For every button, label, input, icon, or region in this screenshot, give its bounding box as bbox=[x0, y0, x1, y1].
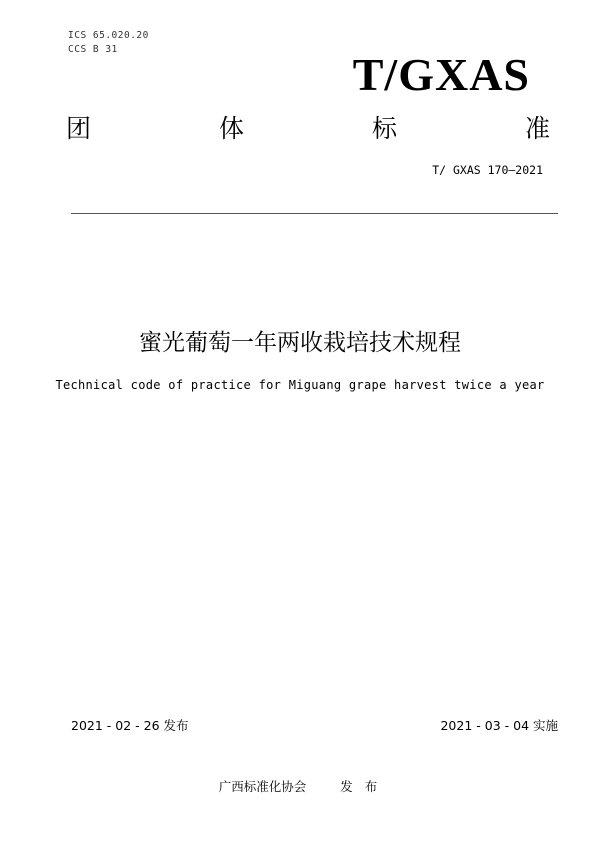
issue-label: 发 布 bbox=[340, 779, 382, 794]
standard-type-char: 体 bbox=[218, 114, 244, 143]
issuer-line bbox=[0, 777, 600, 795]
ics-code: ICS 65.020.20 bbox=[68, 30, 149, 41]
standard-number: T/ GXAS 170—2021 bbox=[432, 163, 543, 177]
title-chinese: 蜜光葡萄一年两收栽培技术规程 bbox=[139, 330, 461, 356]
implement-date: 2021 - 03 - 04 实施 bbox=[440, 718, 558, 733]
standard-type-char: 准 bbox=[524, 114, 550, 143]
publish-date: 2021 - 02 - 26 发布 bbox=[71, 718, 189, 733]
issuer-organization: 广西标准化协会 bbox=[218, 779, 307, 794]
standard-type bbox=[66, 113, 550, 145]
ccs-code: CCS B 31 bbox=[68, 44, 118, 55]
standard-type-char: 团 bbox=[66, 114, 92, 143]
standard-type-char: 标 bbox=[371, 114, 397, 143]
organization-code: T/GXAS bbox=[352, 49, 530, 100]
header-divider bbox=[71, 213, 558, 214]
title-english: Technical code of practice for Miguang grape harvest twice a year bbox=[55, 378, 545, 392]
